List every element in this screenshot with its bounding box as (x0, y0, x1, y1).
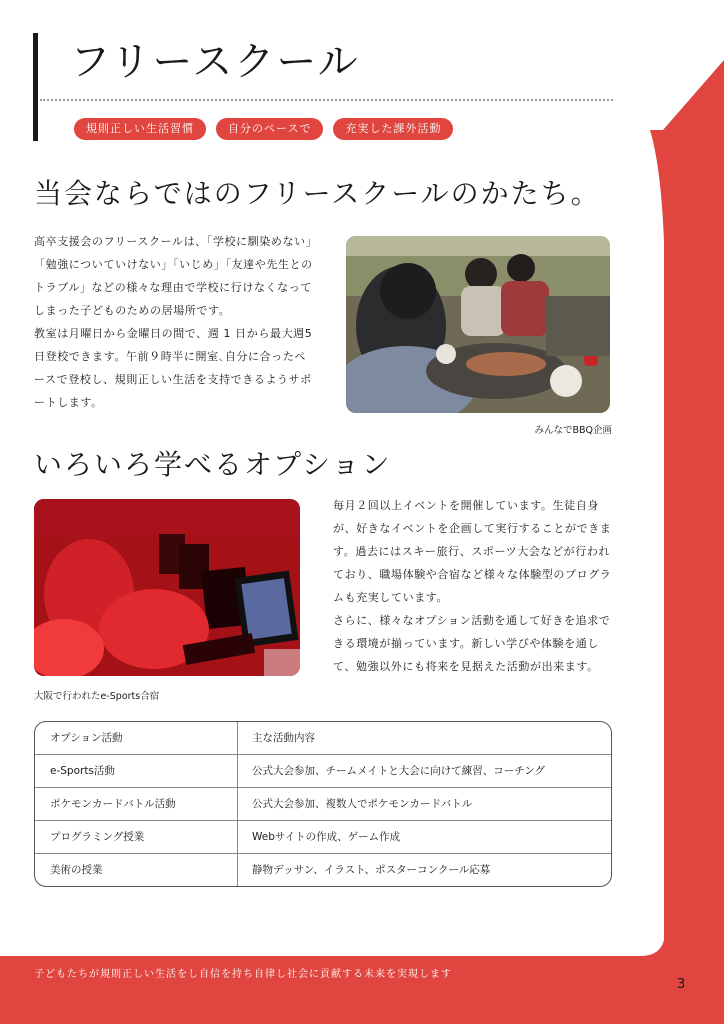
table-cell-content: Webサイトの作成、ゲーム作成 (252, 831, 401, 843)
page-number: 3 (677, 977, 686, 992)
section2-paragraph (333, 494, 615, 678)
esports-photo (34, 499, 300, 676)
options-table (34, 721, 612, 887)
tag-lifestyle: 規則正しい生活習慣 (74, 118, 206, 140)
feature-tags (74, 118, 453, 140)
table-cell-content: 公式大会参加、チームメイトと大会に向けて練習、コーチング (252, 765, 546, 777)
section1-paragraph-2: 教室は月曜日から金曜日の間で、週 1 日から最大週5日登校できます。午前９時半に開室､自分に合ったペースで登校し、規則正しい生活を支持できるようサポートします。 (34, 327, 313, 409)
section1-paragraph-1: 高卒支援会のフリースクールは、「学校に馴染めない」「勉強についていけない」「いじめ」「友達や先生とのトラブル」などの様々な理由で学校に行けなくなってしまった子どものための居場所です。 (34, 235, 313, 317)
esports-photo-caption: 大阪で行われたe-Sports合宿 (34, 691, 160, 702)
table-header-content: 主な活動内容 (252, 732, 315, 744)
table-row (35, 820, 611, 853)
table-cell-activity: プログラミング授業 (35, 821, 238, 853)
table-header-activity: オプション活動 (35, 722, 238, 754)
table-row (35, 853, 611, 886)
table-cell-activity: e-Sports活動 (35, 755, 238, 787)
table-header-row (35, 722, 611, 754)
section2-heading: いろいろ学べるオプション (34, 448, 392, 481)
bbq-photo (346, 236, 610, 413)
table-cell-activity: ポケモンカードバトル活動 (35, 788, 238, 820)
bbq-photo-caption: みんなでBBQ企画 (534, 425, 612, 436)
section1-paragraph (34, 230, 316, 414)
table-cell-content: 公式大会参加、複数人でポケモンカードバトル (252, 798, 473, 810)
section1-heading: 当会ならではのフリースクールのかたち。 (34, 177, 601, 210)
footer-mission: 子どもたちが規則正しい生活をし自信を持ち自律し社会に貢献する未来を実現します (34, 969, 452, 980)
table-row (35, 787, 611, 820)
section2-paragraph-2: さらに、様々なオプション活動を通して好きを追求できる環境が揃っています。新しい学びや体験を通して、勉強以外にも将来を見据えた活動が出来ます。 (333, 614, 611, 673)
title-accent-bar (33, 33, 38, 141)
tag-activities: 充実した課外活動 (333, 118, 453, 140)
page-title: フリースクール (70, 39, 360, 85)
table-row (35, 754, 611, 787)
table-cell-activity: 美術の授業 (35, 854, 238, 886)
tag-own-pace: 自分のペースで (216, 118, 323, 140)
dotted-divider (40, 99, 613, 101)
table-cell-content: 静物デッサン、イラスト、ポスターコンクール応募 (252, 864, 491, 876)
section2-paragraph-1: 毎月２回以上イベントを開催しています。生徒自身が、好きなイベントを企画して実行することができます。過去にはスキー旅行、スポーツ大会などが行われており、職場体験や合宿など様々な体験型のプログラムも充実しています。 (333, 499, 612, 604)
